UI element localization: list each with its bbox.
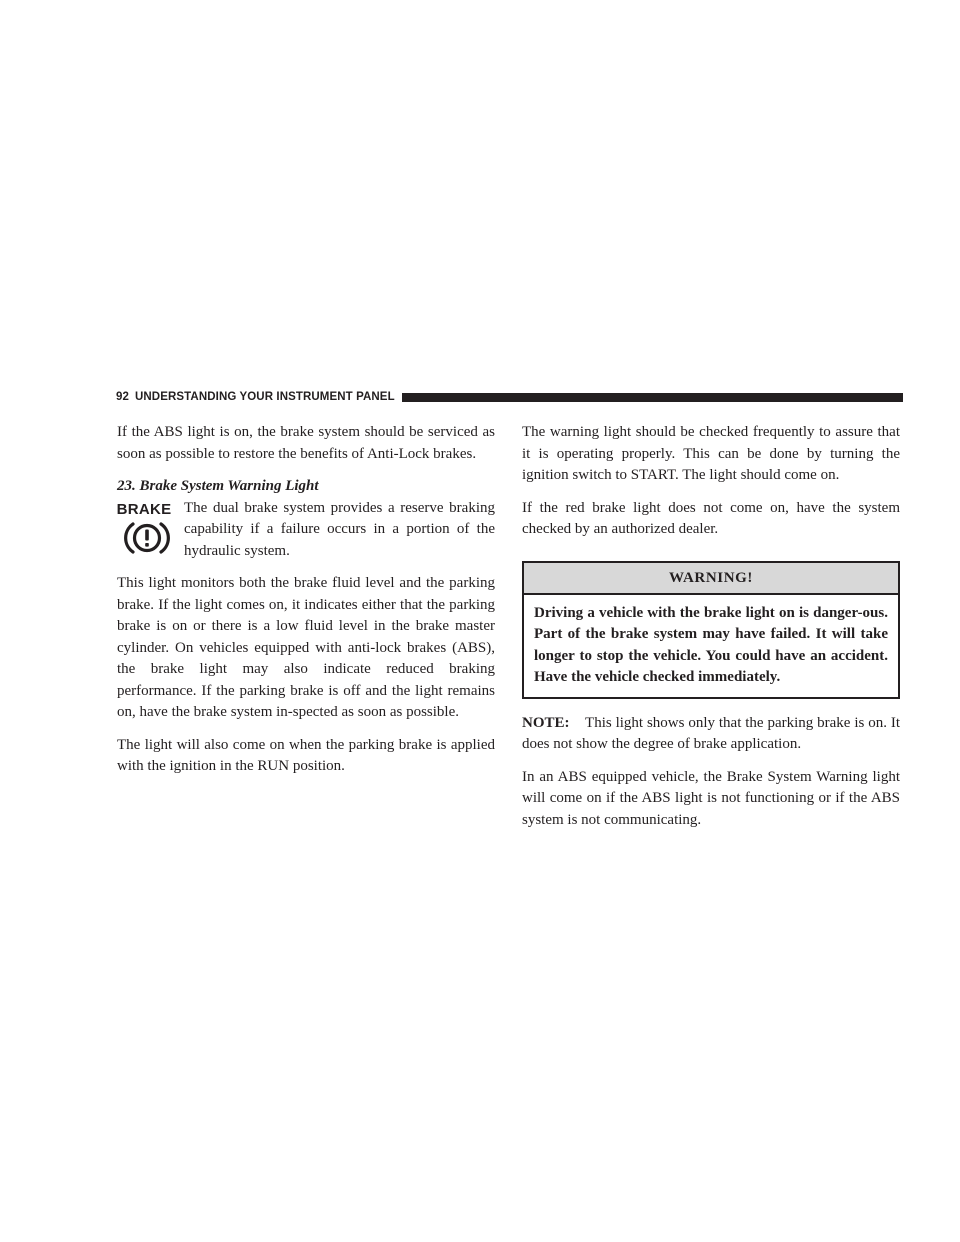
abs-paragraph: If the ABS light is on, the brake system should be serviced as soon as possible to restore the benefits of Anti-Lock brakes. xyxy=(117,424,495,462)
red-light-paragraph: If the red brake light does not come on, have the system checked by an authorized dealer. xyxy=(522,499,900,537)
note-paragraph xyxy=(522,713,900,756)
brake-warning-icon xyxy=(117,502,177,558)
warning-box xyxy=(522,561,900,699)
run-position-paragraph: The light will also come on when the parking brake is applied with the ignition in the RUN position. xyxy=(117,736,495,774)
warning-title: WARNING! xyxy=(524,563,898,595)
right-column xyxy=(522,422,900,842)
note-label: NOTE: xyxy=(522,714,570,731)
warning-body: Driving a vehicle with the brake light on is danger-ous. Part of the brake system may have failed. It will take longer to stop the vehicle. You could have an accident. Have the vehicle checked immediately. xyxy=(534,604,888,685)
left-column xyxy=(117,422,495,789)
brake-system-heading: 23. Brake System Warning Light xyxy=(117,478,319,494)
light-monitors-paragraph: This light monitors both the brake fluid level and the parking brake. If the light comes on, it indicates either that the parking brake is on or there is a low fluid level in the brake master cylinder. On vehicles equipped with anti-lock brakes (ABS), the brake light may also indicate reduced braking performance. If the parking brake is off and the light remains on, have the brake system in-spected as soon as possible. xyxy=(117,575,495,720)
dual-brake-text: The dual brake system provides a reserve braking capability if a failure occurs in a portion of the hydraulic system. xyxy=(184,499,495,559)
page-header xyxy=(116,390,903,404)
header-rule xyxy=(402,393,903,402)
note-text: This light shows only that the parking brake is on. It does not show the degree of brake application. xyxy=(522,714,901,752)
brake-icon-block xyxy=(117,498,495,563)
abs-equipped-paragraph: In an ABS equipped vehicle, the Brake System Warning light will come on if the ABS light is not functioning or if the ABS system is not communicating. xyxy=(522,768,900,828)
brake-circle-exclamation-icon xyxy=(123,518,171,558)
section-title: UNDERSTANDING YOUR INSTRUMENT PANEL xyxy=(135,391,395,403)
check-light-paragraph: The warning light should be checked frequently to assure that it is operating properly. This can be done by turning the ignition switch to START. The light should come on. xyxy=(522,424,900,483)
brake-icon-label: BRAKE xyxy=(116,500,172,518)
page-number: 92 xyxy=(116,391,129,403)
